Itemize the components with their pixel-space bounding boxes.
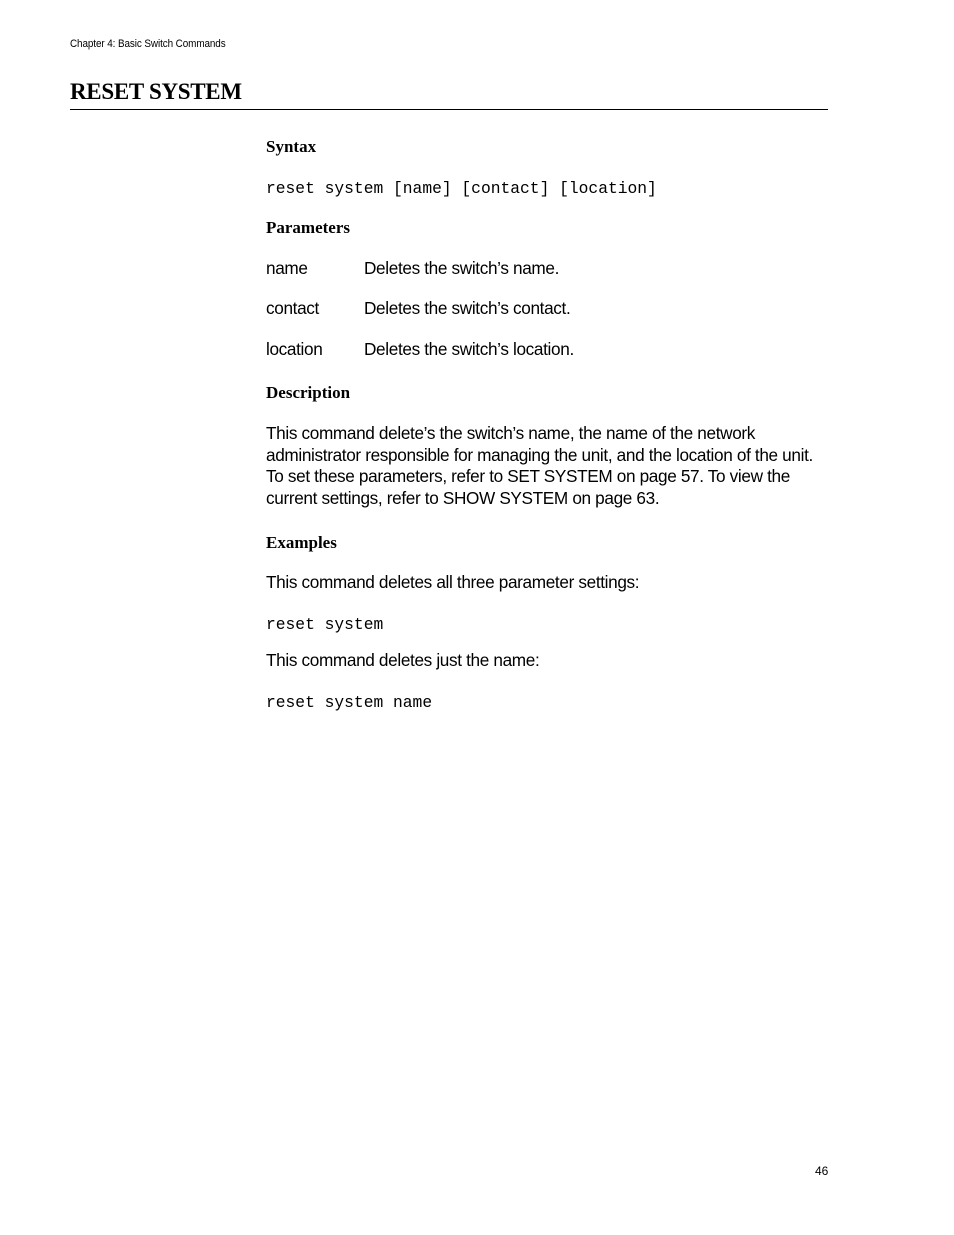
example-text: This command deletes all three parameter settings: [266, 572, 640, 592]
parameter-description: Deletes the switch’s location. [364, 339, 574, 359]
example-command: reset system name [266, 693, 433, 712]
page-title: RESET SYSTEM [70, 79, 242, 104]
syntax-command: reset system [name] [contact] [location] [266, 179, 657, 198]
examples-heading: Examples [266, 533, 337, 552]
parameter-description: Deletes the switch’s name. [364, 258, 560, 278]
description-heading: Description [266, 383, 351, 402]
title-rule [70, 109, 828, 110]
parameter-name: contact [266, 298, 319, 318]
description-paragraph: This command delete’s the switch’s name, the name of the network administrator responsible for managing the unit, and the location of the unit. To set these parameters, refer to SET SYSTEM on page 57. To view the current settings, refer to SHOW SYSTEM on page 63. [266, 423, 813, 509]
parameters-heading: Parameters [266, 218, 351, 237]
syntax-heading: Syntax [266, 137, 317, 156]
example-command: reset system [266, 615, 384, 634]
running-header: Chapter 4: Basic Switch Commands [70, 38, 226, 50]
parameter-description: Deletes the switch’s contact. [364, 298, 571, 318]
example-text: This command deletes just the name: [266, 650, 540, 670]
page-number: 46 [815, 1164, 829, 1178]
parameter-name: location [266, 339, 323, 359]
parameter-name: name [266, 258, 308, 278]
